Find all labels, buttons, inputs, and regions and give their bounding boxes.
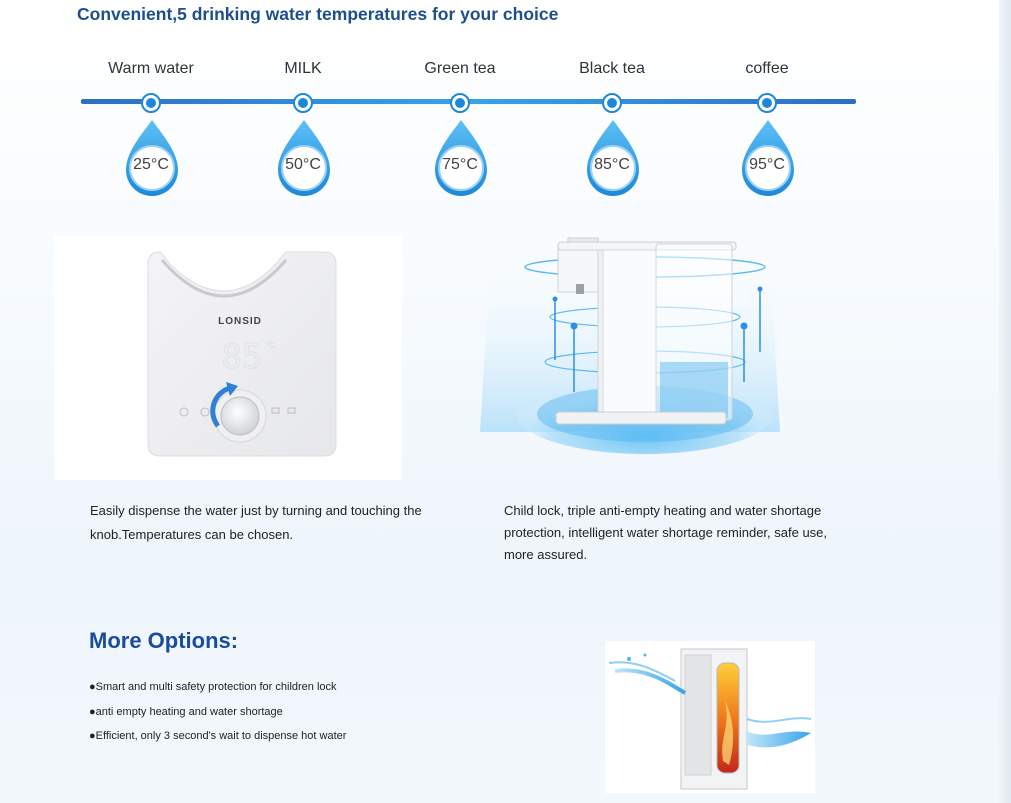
timeline-node	[450, 93, 470, 113]
temp-option-warm-water	[76, 60, 226, 200]
temp-option-value: 75°C	[442, 156, 478, 173]
temp-option-coffee	[692, 60, 842, 200]
knob-description: Easily dispense the water just by turning and touching the knob.Temperatures can be chosen.	[90, 503, 422, 542]
temp-option-black-tea	[537, 60, 687, 200]
timeline-node	[757, 93, 777, 113]
temp-option-name: Warm water	[108, 60, 194, 77]
temp-option-name: coffee	[745, 60, 789, 77]
list-item: ●Efficient, only 3 second's wait to dispense hot water	[89, 730, 347, 742]
temp-option-value: 95°C	[749, 156, 785, 173]
more-options-list	[89, 677, 346, 751]
temp-option-value: 25°C	[133, 156, 169, 173]
temp-option-value: 85°C	[594, 156, 630, 173]
timeline-node	[293, 93, 313, 113]
temp-option-name: Green tea	[424, 60, 496, 77]
timeline-node	[602, 93, 622, 113]
temp-option-name: MILK	[284, 60, 322, 77]
page-heading: Convenient,5 drinking water temperatures for your choice	[77, 4, 559, 24]
temp-option-value: 50°C	[285, 156, 321, 173]
temp-option-name: Black tea	[579, 60, 645, 77]
list-item: ●anti empty heating and water shortage	[89, 705, 283, 718]
timeline-node	[141, 93, 161, 113]
knob-control-panel-image	[54, 236, 402, 480]
svg-text:°C: °C	[266, 341, 275, 350]
heating-element-illustration	[605, 641, 815, 793]
heating-cutaway-image	[605, 641, 815, 793]
water-dispenser-image	[470, 232, 800, 484]
control-panel-illustration	[54, 236, 402, 480]
temp-option-milk	[228, 60, 378, 200]
svg-text:LONSID: LONSID	[218, 316, 262, 327]
dispenser-illustration	[470, 232, 800, 484]
list-item: ●Smart and multi safety protection for children lock	[89, 681, 337, 693]
temp-option-green-tea	[385, 60, 535, 200]
more-options-title: More Options:	[89, 628, 239, 653]
page-right-edge	[999, 0, 1011, 803]
safety-description: Child lock, triple anti-empty heating and water shortage protection, intelligent water shortage reminder, safe use, more assured.	[504, 503, 828, 562]
svg-text:85: 85	[221, 337, 263, 377]
